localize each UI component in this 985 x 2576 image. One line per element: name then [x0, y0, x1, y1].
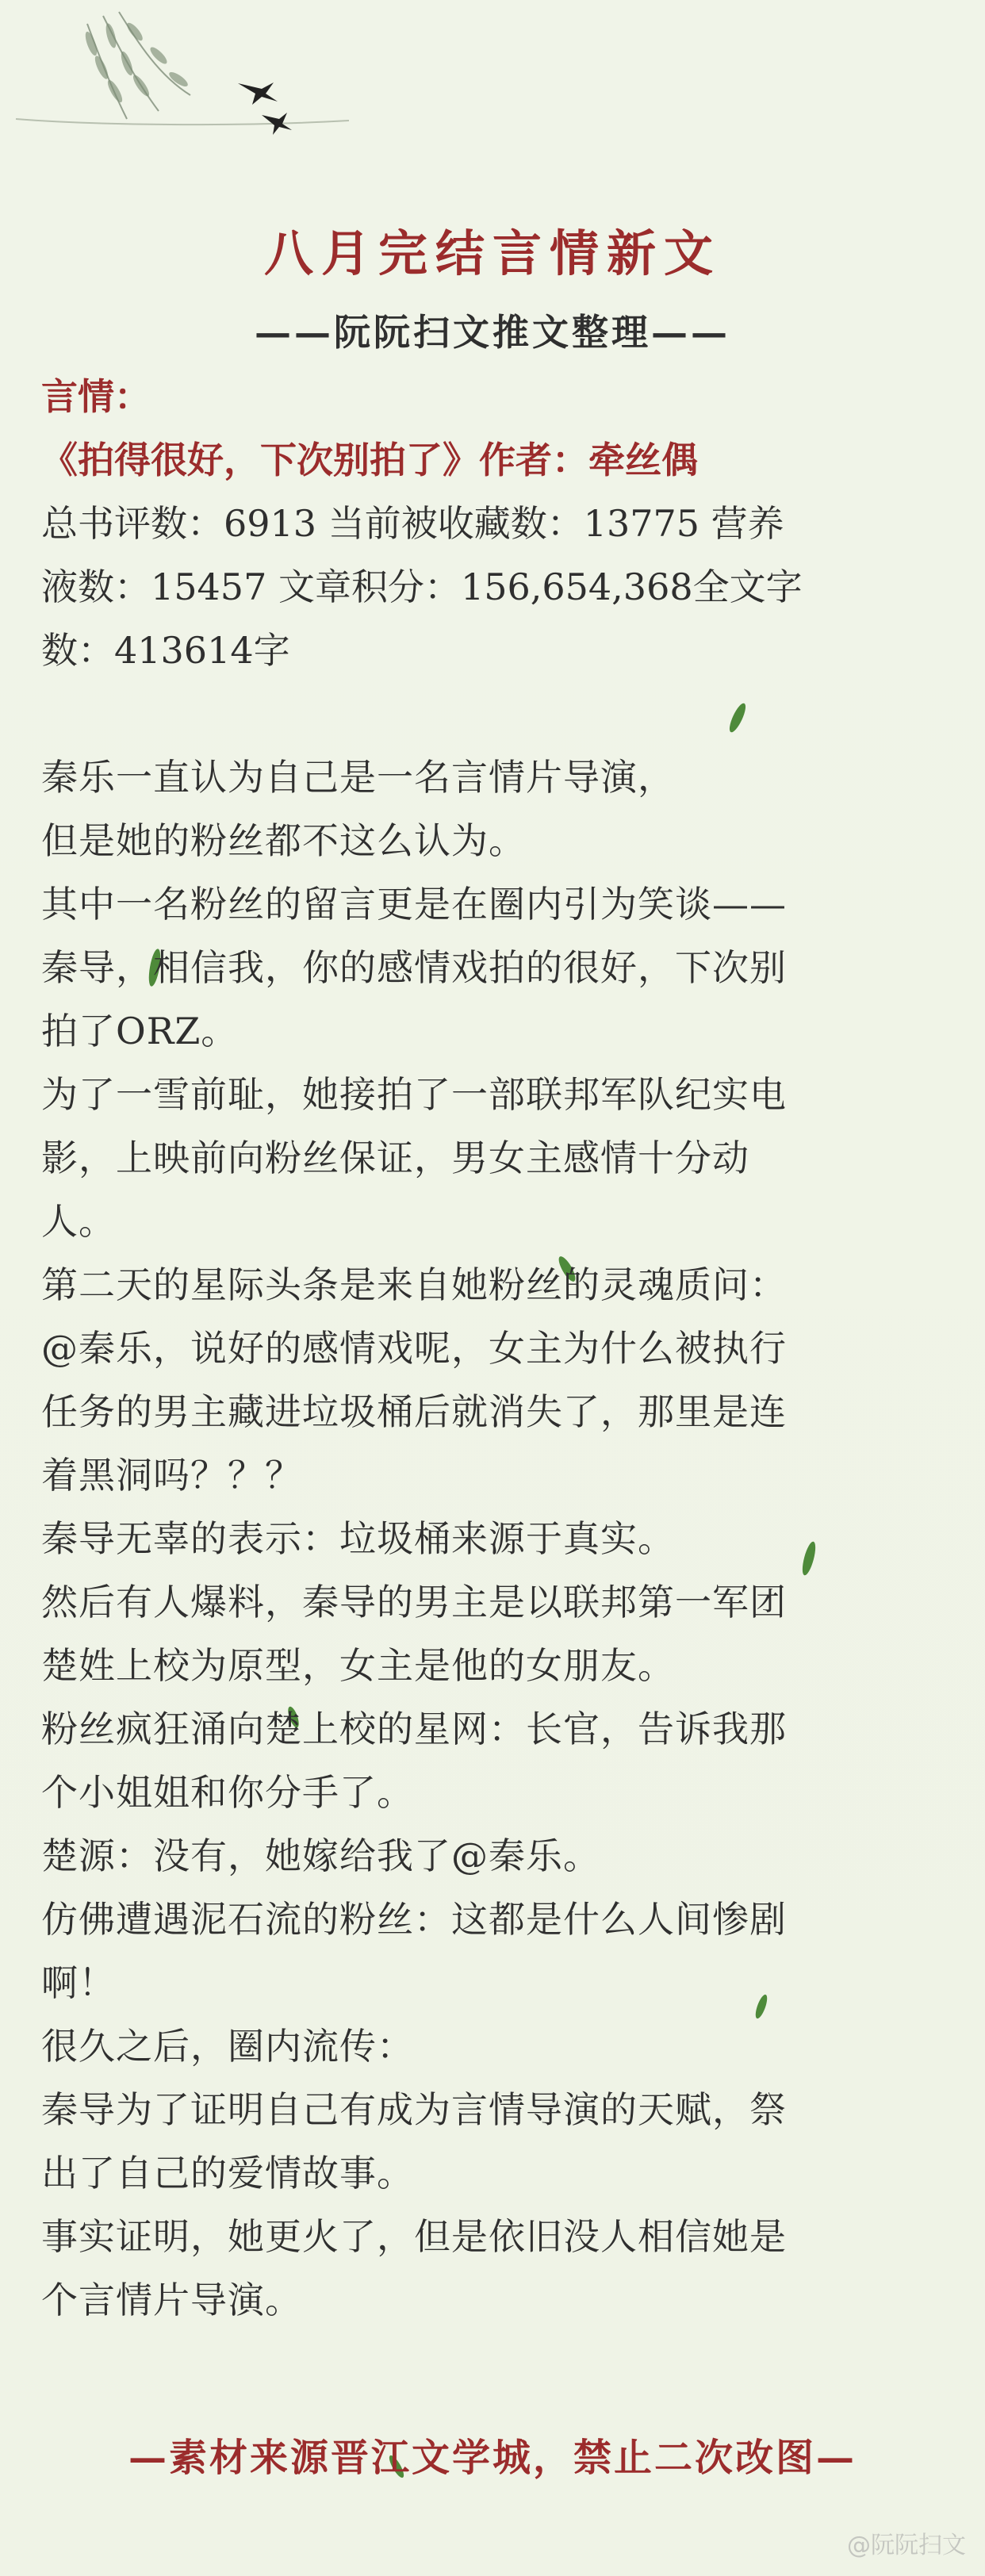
synopsis-line: 但是她的粉丝都不这么认为。	[41, 819, 526, 862]
synopsis-line: 为了一雪前耻，她接拍了一部联邦军队纪实电	[41, 1073, 787, 1116]
synopsis-line: 出了自己的爱情故事。	[41, 2152, 414, 2195]
book-stats-line: 数：413614字	[41, 629, 290, 672]
synopsis-line: @秦乐，说好的感情戏呢，女主为什么被执行	[41, 1327, 787, 1370]
book-stats-line: 总书评数：6913 当前被收藏数：13775 营养	[41, 502, 784, 545]
article-content	[41, 365, 950, 2332]
book-title-author: 《拍得很好，下次别拍了》作者：牵丝偶	[41, 439, 698, 481]
synopsis-line: 个小姐姐和你分手了。	[41, 1771, 414, 1814]
synopsis-line: 楚源：没有，她嫁给我了@秦乐。	[41, 1834, 600, 1877]
page-title: 八月完结言情新文	[263, 224, 721, 282]
synopsis-line: 秦导为了证明自己有成为言情导演的天赋，祭	[41, 2088, 787, 2131]
genre-label: 言情：	[41, 375, 151, 418]
swallow-icon	[238, 82, 292, 135]
synopsis-line: 秦导无辜的表示：垃圾桶来源于真实。	[41, 1517, 675, 1560]
synopsis-line: 人。	[41, 1200, 116, 1243]
synopsis-line: 其中一名粉丝的留言更是在圈内引为笑谈——	[41, 883, 787, 926]
synopsis-line: 然后有人爆料，秦导的男主是以联邦第一军团	[41, 1581, 787, 1623]
synopsis-line: 啊！	[41, 1961, 116, 2004]
synopsis-line: 很久之后，圈内流传：	[41, 2025, 414, 2068]
synopsis-line: 第二天的星际头条是来自她粉丝的灵魂质问：	[41, 1263, 787, 1306]
synopsis-line: 仿佛遭遇泥石流的粉丝：这都是什么人间惨剧	[41, 1898, 787, 1941]
synopsis-line: 个言情片导演。	[41, 2279, 302, 2321]
synopsis-line: 拍了ORZ。	[41, 1010, 239, 1052]
synopsis-line: 秦乐一直认为自己是一名言情片导演，	[41, 756, 675, 799]
page-subtitle: ——阮阮扫文推文整理——	[255, 311, 730, 354]
spacer	[41, 682, 950, 746]
source-notice: —素材来源晋江文学城，禁止二次改图—	[128, 2436, 857, 2480]
watermark: @阮阮扫文	[847, 2532, 966, 2559]
willow-swallow-painting	[0, 0, 373, 167]
synopsis-line: 秦导，相信我，你的感情戏拍的很好，下次别	[41, 946, 787, 989]
synopsis-line: 影，上映前向粉丝保证，男女主感情十分动	[41, 1137, 749, 1179]
synopsis-line: 楚姓上校为原型，女主是他的女朋友。	[41, 1644, 675, 1687]
synopsis-line: 粉丝疯狂涌向楚上校的星网：长官，告诉我那	[41, 1708, 787, 1750]
synopsis-line: 任务的男主藏进垃圾桶后就消失了，那里是连	[41, 1390, 787, 1433]
synopsis-line: 事实证明，她更火了，但是依旧没人相信她是	[41, 2215, 787, 2258]
book-stats-line: 液数：15457 文章积分：156,654,368全文字	[41, 565, 803, 608]
synopsis-line: 着黑洞吗？？？	[41, 1454, 302, 1497]
